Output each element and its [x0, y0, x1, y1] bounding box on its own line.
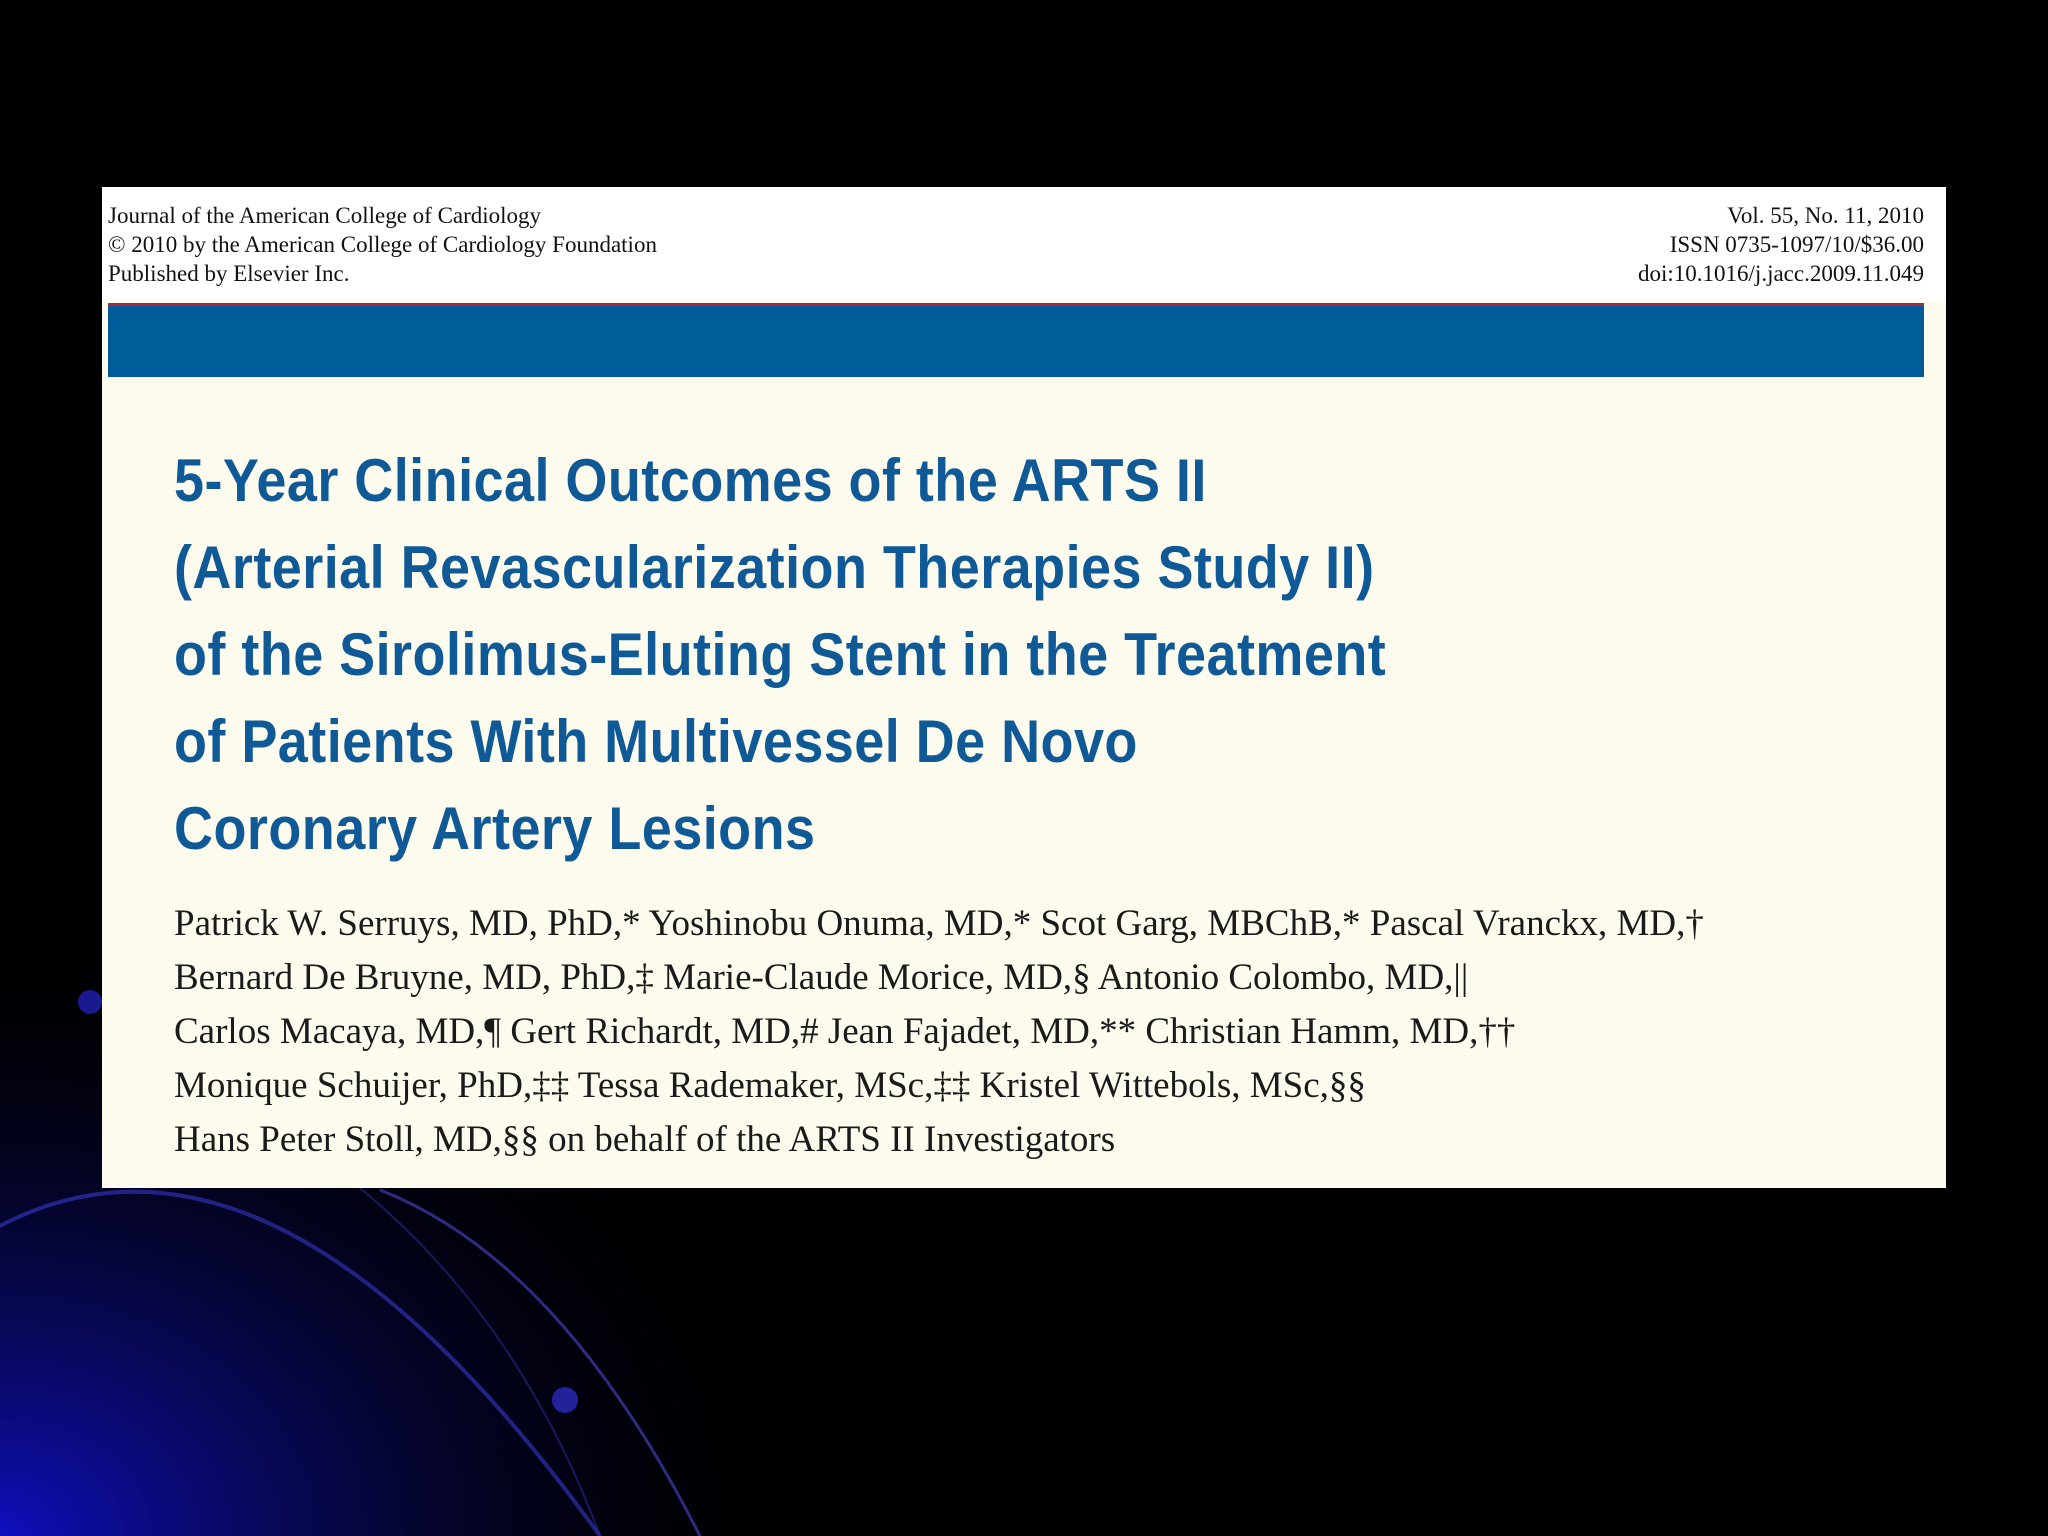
author-line: Monique Schuijer, PhD,‡‡ Tessa Rademaker, MSc,‡‡ Kristel Wittebols, MSc,§§: [174, 1065, 1366, 1106]
doi-line: doi:10.1016/j.jacc.2009.11.049: [1638, 261, 1924, 286]
volume-line: Vol. 55, No. 11, 2010: [1727, 203, 1924, 228]
title-line: of the Sirolimus-Eluting Stent in the Treatment: [174, 621, 1387, 688]
article-title: [174, 437, 1659, 872]
title-line: Coronary Artery Lesions: [174, 795, 816, 862]
author-line: Hans Peter Stoll, MD,§§ on behalf of the ARTS II Investigators: [174, 1119, 1116, 1160]
author-line: Patrick W. Serruys, MD, PhD,* Yoshinobu Onuma, MD,* Scot Garg, MBChB,* Pascal Vranckx, MD,†: [174, 903, 1704, 944]
author-line: Bernard De Bruyne, MD, PhD,‡ Marie-Claude Morice, MD,§ Antonio Colombo, MD,||: [174, 957, 1469, 998]
title-line: 5-Year Clinical Outcomes of the ARTS II: [174, 447, 1207, 514]
article-page-excerpt: [102, 187, 1946, 1188]
author-line: Carlos Macaya, MD,¶ Gert Richardt, MD,# Jean Fajadet, MD,** Christian Hamm, MD,††: [174, 1011, 1516, 1052]
copyright-line: © 2010 by the American College of Cardiology Foundation: [108, 232, 657, 257]
citation-info: [1638, 201, 1924, 288]
issn-line: ISSN 0735-1097/10/$36.00: [1669, 232, 1924, 257]
author-list: [174, 897, 1934, 1167]
header-band: [108, 306, 1924, 377]
publisher-line: Published by Elsevier Inc.: [108, 261, 350, 286]
title-line: (Arterial Revascularization Therapies Study II): [174, 534, 1375, 601]
title-line: of Patients With Multivessel De Novo: [174, 708, 1138, 775]
journal-name: Journal of the American College of Cardiology: [108, 203, 542, 228]
journal-info: [108, 201, 657, 288]
journal-masthead: [102, 187, 1946, 302]
